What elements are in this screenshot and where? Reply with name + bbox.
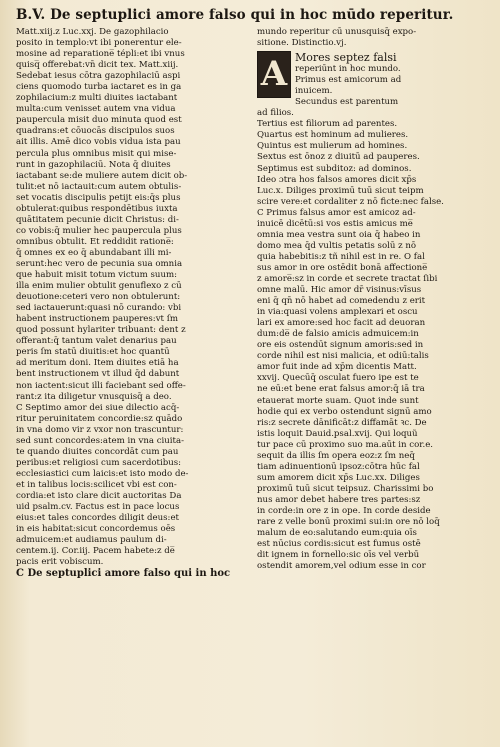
text-line: cordia:et isto clare dicit auctoritas Da bbox=[16, 490, 182, 501]
text-line: ad meritum doni. Item diuites etiā ha bbox=[16, 358, 179, 369]
text-line: reperiūnt in hoc mundo. bbox=[295, 64, 401, 75]
text-line: peribus:et religiosi cum sacerdotibus: bbox=[16, 457, 182, 468]
decorated-initial: A bbox=[257, 51, 291, 98]
text-line: mundo reperitur cū unusquisq̄ expo- bbox=[257, 27, 417, 37]
text-line: pacis erit vobiscum. bbox=[16, 557, 104, 568]
text-line: ecclesiastici cum laicis:et isto modo de- bbox=[16, 468, 189, 479]
right-column-body bbox=[257, 108, 478, 572]
text-line: runt in gazophilaciū. Nota q̄ diuites bbox=[16, 159, 171, 170]
text-line: ciens quomodo turba iactaret es in ga bbox=[16, 82, 182, 93]
text-line: Ideo ɔtra hos falsos amores dicit xp̄s bbox=[257, 174, 417, 185]
text-line: set vocatis discipulis petijt eis:q̄s plus bbox=[16, 192, 181, 203]
text-line: Quartus est hominum ad mulieres. bbox=[257, 130, 409, 141]
section-heading-line: C De septuplici amore falso qui in hoc bbox=[16, 568, 231, 580]
text-columns bbox=[16, 27, 488, 579]
text-line: tur pace cū proximo suo ma.aūt in cor.e. bbox=[257, 439, 434, 450]
text-line: lari ex amore:sed hoc facit ad deuoran bbox=[257, 318, 426, 329]
text-line: in vna domo vir z vxor non trascuntur: bbox=[16, 424, 184, 435]
text-line: Luc.x. Diliges proximū tuū sicut teipm bbox=[257, 185, 424, 196]
text-line: corde nihil est nisi malicia, et odiū:talis bbox=[257, 351, 429, 362]
text-line: offerant:q̄ tantum valet denarius pau bbox=[16, 336, 177, 347]
text-line: que habuit misit totum victum suum: bbox=[16, 270, 178, 281]
text-line: mosine ad reparatione̅ tépli:et ibi vnus bbox=[16, 49, 185, 60]
text-line: ait illis. Amē dico vobis vidua ista pau bbox=[16, 137, 181, 148]
text-line: etauerat morte suam. Quot inde sunt bbox=[257, 395, 419, 406]
text-line: obtulerat:quibus respondētibus iuxta bbox=[16, 203, 178, 214]
text-line: tulit:et nō iactauit:cum autem obtulis- bbox=[16, 181, 182, 192]
text-line: non iactent:sicut illi faciebant sed offe- bbox=[16, 380, 186, 391]
text-line: zophilacium:z multi diuites iactabant bbox=[16, 93, 178, 104]
text-line: inuicem. bbox=[295, 86, 333, 97]
text-line: paupercula misit duo minuta quod est bbox=[16, 115, 182, 126]
text-line: Mores septez falsi bbox=[295, 51, 397, 65]
text-line: amor fuit inde ad xp̄m dicentis Matt. bbox=[257, 362, 417, 373]
text-line: in corde:in ore z in ope. In corde desid̄e bbox=[257, 505, 431, 516]
text-line: xxvij. Quecūq̄ osculat fuero ipe est te bbox=[257, 373, 419, 384]
text-line: in via:quasi volens amplexari et oscu bbox=[257, 307, 418, 318]
text-line: scire vere:et cordaliter z nō ficte:nec false. bbox=[257, 196, 444, 207]
text-line: sequit da illis ſm opera eoz:z ſm neq̄ bbox=[257, 450, 415, 461]
initial-lines bbox=[295, 51, 478, 108]
left-column bbox=[16, 27, 247, 579]
text-line: omnia mea vestra sunt oia q̄ habeo in bbox=[257, 229, 421, 240]
text-line: rare z velle bonū proximi sui:in ore nō loq̄ bbox=[257, 517, 440, 528]
text-line: sum amorem dicit xp̄s Luc.xx. Diliges bbox=[257, 472, 420, 483]
text-line: quia habebitis:z tñ nihil est in re. O fal bbox=[257, 251, 425, 262]
text-line: C Primus falsus amor est amicoz ad- bbox=[257, 207, 416, 218]
text-line: ostendit amorem,vel odium esse in cor bbox=[257, 561, 426, 572]
text-line: est nūcius cordis:sicut est fumus ostē bbox=[257, 539, 421, 550]
text-line: quadrans:et cōuocās discipulos suos bbox=[16, 126, 175, 137]
text-line: rant:z ita diligetur vnusquisq̄ a deo. bbox=[16, 391, 172, 402]
text-line: Tertius est filiorum ad parentes. bbox=[257, 119, 398, 130]
text-line: multa:cum venisset autem vna vidua bbox=[16, 104, 176, 115]
text-line: inuicē dicētū:si vos estis amicus me̅ bbox=[257, 218, 413, 229]
text-line: nus amor debet habere tres partes:sz bbox=[257, 494, 421, 505]
text-line: omne malū. Hic amor dr̄ visinus:vīsus bbox=[257, 285, 422, 296]
running-head: B.V. De septuplici amore falso qui in hoc mūdo reperitur. bbox=[16, 7, 454, 23]
text-line: ris:z secrete dānificāt:z diffamāt ꝛc. De bbox=[257, 417, 427, 428]
text-line: C Septimo amor dei siue dilectio acq̄- bbox=[16, 402, 180, 413]
text-line: te quando diuites concordāt cum pau bbox=[16, 446, 179, 457]
text-line: Sedebat iesus cōtra gazophilaciū aspi bbox=[16, 71, 181, 82]
text-line: quod possunt hylariter tribuant: dent z bbox=[16, 325, 186, 336]
text-line: dit ignem in fornello:sic oīs vel verbū bbox=[257, 550, 420, 561]
text-line: sitione. Distinctio.vj. bbox=[257, 38, 347, 49]
right-column bbox=[257, 27, 478, 579]
text-line: Matt.xiij.z Luc.xxj. De gazophilacio bbox=[16, 27, 169, 37]
right-column-top bbox=[257, 27, 478, 49]
text-line: quisq̅ offerebat:vn̄ dicit tex. Matt.xiij. bbox=[16, 60, 179, 71]
text-line: sed iactauerunt:quasi nō curando: vbi bbox=[16, 303, 182, 314]
text-line: admuicem:et audiamus paulum di- bbox=[16, 535, 167, 546]
text-line: ad filios. bbox=[257, 108, 294, 119]
text-line: q̄ omnes ex eo q̄ abundabant illi mi- bbox=[16, 247, 172, 258]
text-line: deuotione:ceteri vero non obtulerunt: bbox=[16, 292, 181, 303]
text-line: habent instructionem pauperes:vt ſm bbox=[16, 314, 179, 325]
text-line: ritur peruinitatem concordie:sz quādo bbox=[16, 413, 183, 424]
text-line: Sextus est ōnoz z diuitū ad pauperes. bbox=[257, 152, 420, 163]
text-line: domo mea q̄d vultis petatis solū z nō bbox=[257, 240, 417, 251]
initial-block bbox=[257, 51, 478, 108]
text-line: bent instructionem vt illud q̄d dabunt bbox=[16, 369, 180, 380]
text-line: sed sunt concordes:atem in vna ciuita- bbox=[16, 435, 185, 446]
text-line: Primus est amicorum ad bbox=[295, 75, 402, 86]
text-line: sus amor in ore ostēdit bonā affectione̅ bbox=[257, 262, 428, 273]
text-line: in eis habitat:sicut concordemus oēs bbox=[16, 524, 176, 535]
text-line: omnibus obtulit. Et reddidit ratione̅: bbox=[16, 236, 174, 247]
text-line: eni q̄ qn̄ nō habet ad comedendu z erit bbox=[257, 296, 426, 307]
text-line: quātitatem pecunie dicit Christus: di- bbox=[16, 214, 179, 225]
text-line: et in talibus locis:scilicet vbi est con- bbox=[16, 479, 177, 490]
text-line: uid psalm.cv. Factus est in pace locus bbox=[16, 502, 180, 513]
text-line: iactabant se:de muliere autem dicit ob- bbox=[16, 170, 188, 181]
text-line: Septimus est subditoz: ad dominos. bbox=[257, 163, 412, 174]
text-line: proximū tuū sicut teipsuz. Charissimi bo bbox=[257, 483, 434, 494]
text-line: istis loquit Dauid.psal.xvij. Qui loquũ bbox=[257, 428, 418, 439]
text-line: peris ſ̄m statū diuitis:et hoc quantū bbox=[16, 347, 170, 358]
text-line: ne eū:et bene erat falsus amor:q̄ iā tra bbox=[257, 384, 425, 395]
text-line: malum de eo:salutando eum:quia oīs bbox=[257, 528, 417, 539]
text-line: co vobis:q̄ mulier hec paupercula plus bbox=[16, 225, 182, 236]
text-line: centem.ij. Cor.iij. Pacem habete:z de̅ bbox=[16, 546, 175, 557]
text-line: hodie qui ex verbo ostendunt signū amo bbox=[257, 406, 432, 417]
text-line: Secundus est parentum bbox=[295, 97, 399, 108]
text-line: Quintus est mulierum ad homines. bbox=[257, 141, 408, 152]
text-line: eius:et tales concordes diligit deus:et bbox=[16, 513, 179, 524]
text-line: ore eis ostendūt signum amoris:sed in bbox=[257, 340, 424, 351]
text-line: illa enim mulier obtulit genuflexo z cū bbox=[16, 281, 182, 292]
text-line: tiam adinuentionū ipsoz:cōtra hūc fal bbox=[257, 461, 420, 472]
text-line: posito in templo:vt ibi ponerentur ele- bbox=[16, 38, 182, 49]
text-line: serunt:hec vero de pecunia sua omnia bbox=[16, 258, 183, 269]
text-line: z amore̅:sz in corde et secrete tractat ſibi bbox=[257, 273, 438, 284]
text-line: percula plus omnibus misit qui mise- bbox=[16, 148, 177, 159]
text-line: dum:de̅ de falsio amicis admuicem:in bbox=[257, 329, 419, 340]
